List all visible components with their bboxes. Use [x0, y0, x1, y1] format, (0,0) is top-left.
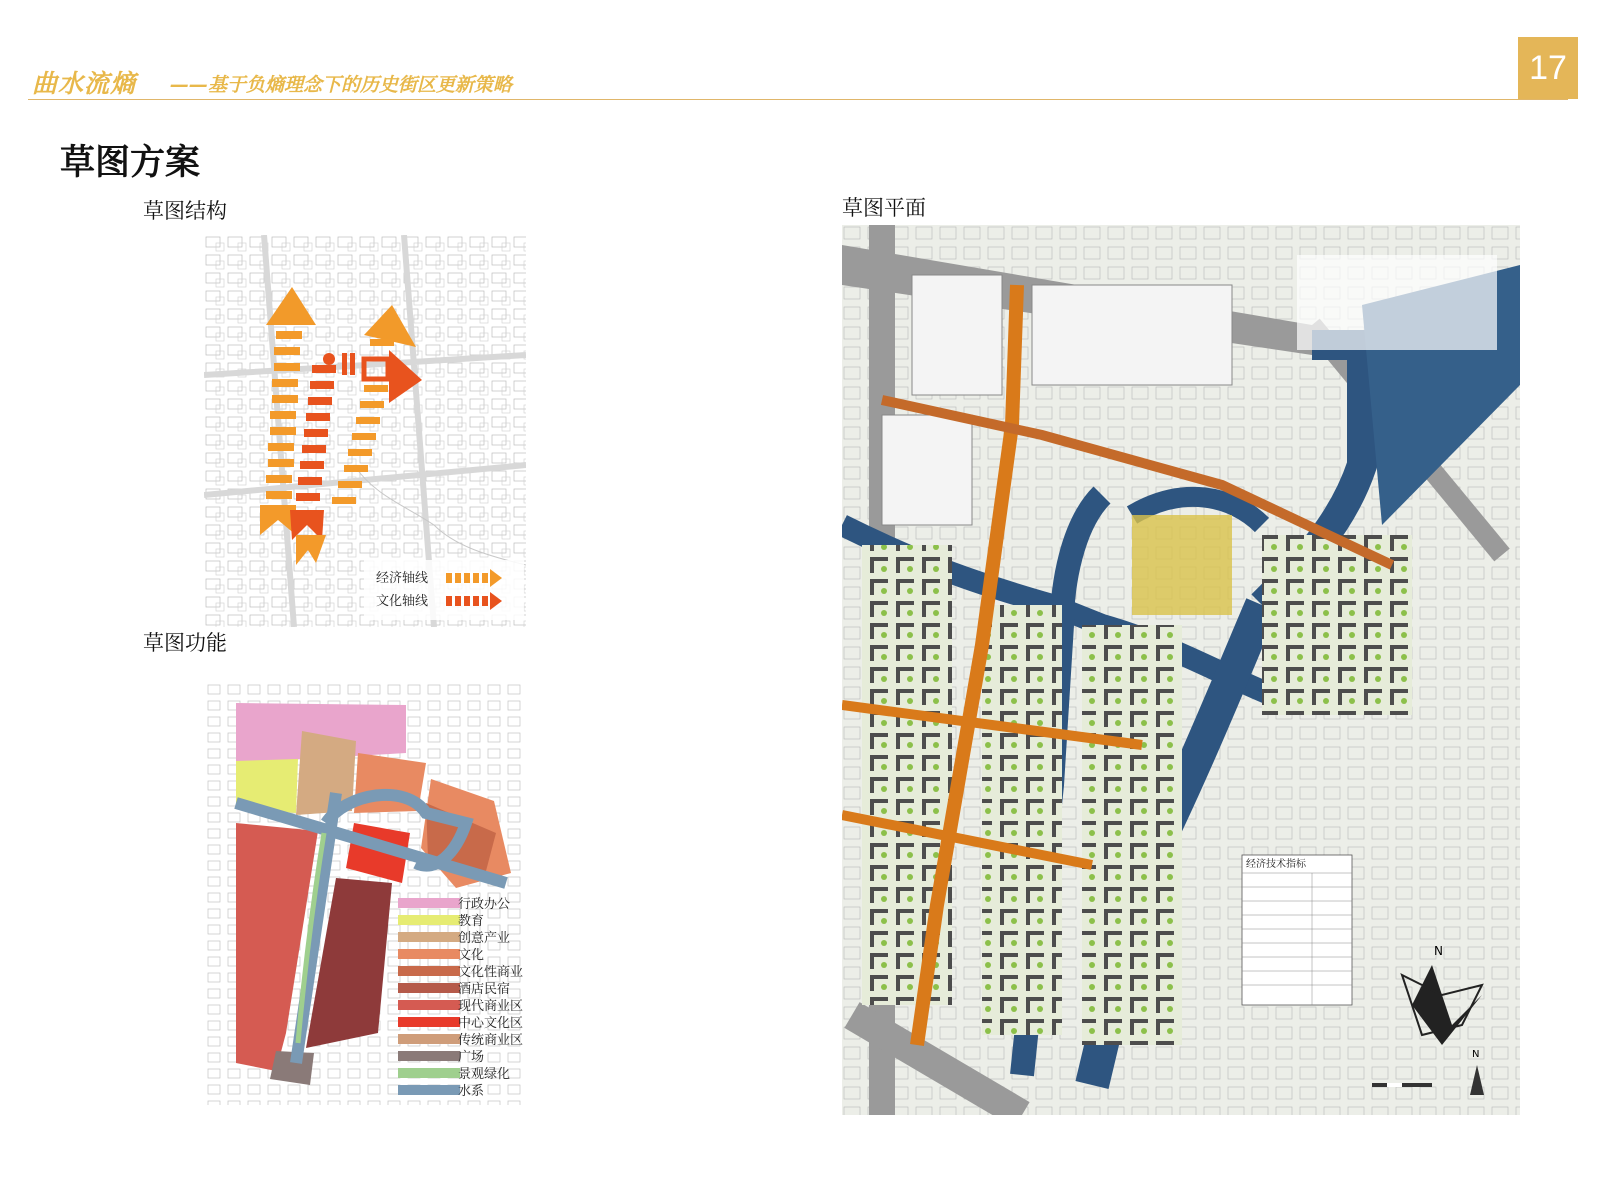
- legend-water: 水系: [458, 1084, 485, 1099]
- table-title: 经济技术指标: [1246, 859, 1306, 870]
- legend-modern-commerce: 现代商业区: [458, 999, 524, 1014]
- legend-hotel: 酒店民宿: [458, 982, 511, 997]
- north-arrow-label: N: [1472, 1049, 1480, 1060]
- function-section-label: 草图功能: [143, 631, 227, 655]
- economic-indicator-table: [1242, 855, 1352, 1005]
- structure-section-label: 草图结构: [143, 199, 227, 223]
- header-title: 曲水流熵: [32, 69, 137, 98]
- legend-education: 教育: [458, 914, 485, 929]
- compass-n-label: N: [1434, 944, 1443, 958]
- admin-block: [912, 275, 1002, 395]
- scale-bar: [1372, 1083, 1432, 1087]
- function-sketch-map: [206, 683, 526, 1105]
- legend-cultural-axis-label: 文化轴线: [376, 594, 429, 609]
- legend-culture: 文化: [458, 948, 485, 963]
- page-title: 草图方案: [60, 143, 201, 183]
- legend-landscape: 景观绿化: [458, 1067, 511, 1082]
- residential-center: [982, 605, 1062, 1035]
- legend-economic-axis-label: 经济轴线: [376, 571, 429, 586]
- header-subtitle: ——基于负熵理念下的历史街区更新策略: [170, 74, 513, 96]
- master-plan-map: [842, 225, 1520, 1115]
- legend-admin-office: 行政办公: [458, 897, 511, 912]
- plan-section-label: 草图平面: [842, 196, 926, 220]
- legend-traditional-commerce: 传统商业区: [458, 1033, 524, 1048]
- legend-cultural-commerce: 文化性商业: [458, 965, 524, 980]
- header-divider: [28, 99, 1568, 100]
- structure-sketch-map: [204, 235, 526, 627]
- central-plaza: [1132, 515, 1232, 615]
- legend-square: 广场: [458, 1050, 485, 1065]
- legend-creative: 创意产业: [458, 931, 511, 946]
- legend-center-culture: 中心文化区: [458, 1016, 524, 1031]
- residential-east: [1082, 625, 1182, 1045]
- page-number: 17: [1518, 37, 1578, 99]
